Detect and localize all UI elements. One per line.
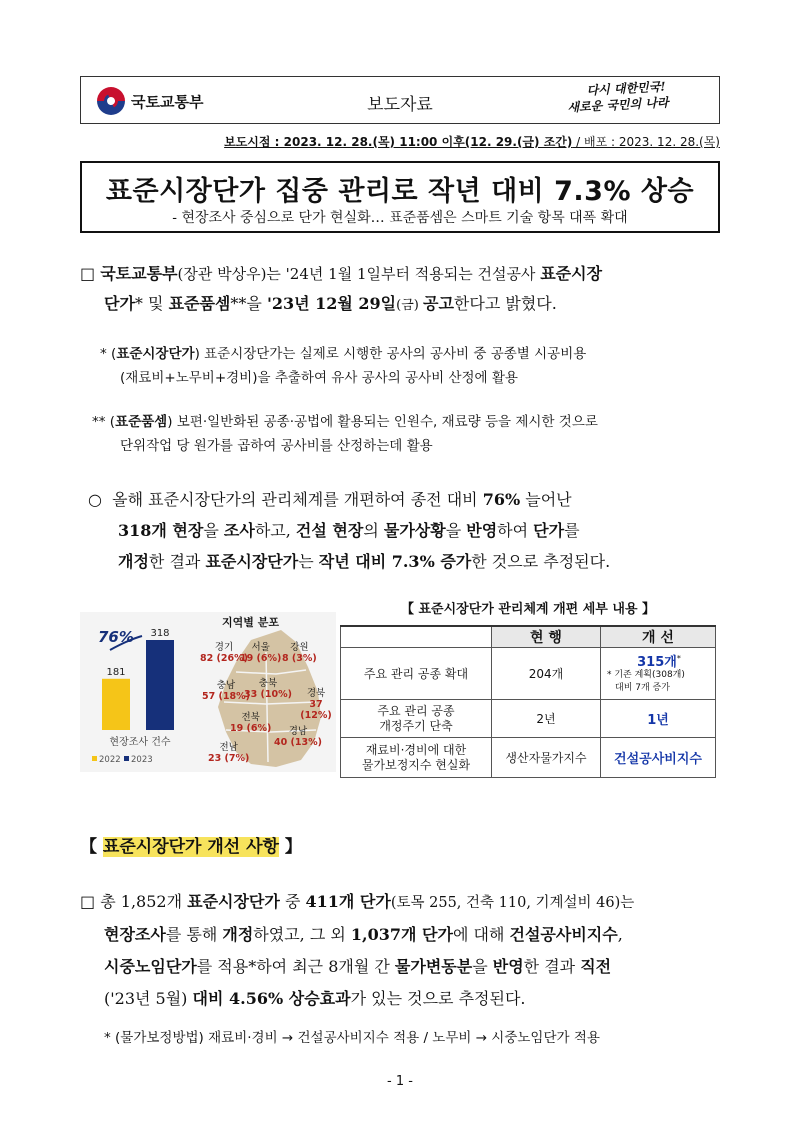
row-item: 주요 관리 공종 확대: [341, 648, 492, 700]
bracket-close: 】: [278, 837, 302, 857]
text: 늘어난: [520, 490, 572, 509]
row-improved: 315개: [637, 655, 677, 670]
doc-type: 보도자료: [367, 95, 433, 115]
regional-distribution-map: [196, 612, 336, 772]
bar-2023: [146, 640, 174, 730]
text: 중: [279, 892, 306, 911]
text: 76%: [482, 490, 521, 509]
text: 반영: [492, 957, 524, 976]
bullet: ○: [88, 490, 102, 509]
improved-sup: *: [676, 654, 681, 663]
text: ,: [617, 925, 623, 944]
slogan: [566, 78, 669, 115]
text: 한 것으로 추정된다.: [471, 552, 611, 571]
region-name: 경기: [214, 642, 234, 653]
note-term: 표준품셈: [115, 414, 168, 430]
text: 한다고 밝혔다.: [453, 294, 557, 313]
text: 의: [363, 521, 384, 540]
paragraph-2-line1: [88, 484, 733, 515]
row-improved-text: 건설공사비지수: [614, 752, 702, 767]
bullet: □: [80, 892, 96, 911]
row-improved: [601, 700, 716, 738]
page-number: - 1 -: [387, 1074, 413, 1089]
row-improved: [601, 738, 716, 778]
region-name: 전북: [241, 712, 260, 723]
site-survey-bar-chart: [80, 612, 200, 772]
chart-annotation: 76%: [98, 628, 134, 646]
map-region: [282, 642, 317, 664]
reform-table: [340, 625, 716, 778]
text: (토목 255, 건축 110, 기계설비 46)는: [390, 895, 635, 911]
footnote-standard-unit-price: * (표준시장단가) 표준시장단가는 실제로 시행한 공사의 공사비 중 공종별 시공비용 (재료비+노무비+경비)을 추출하여 유사 공사의 공사비 산정에 활용: [100, 342, 730, 390]
text: 국토교통부: [100, 264, 178, 283]
bullet: □: [80, 264, 96, 283]
section-heading: [80, 832, 302, 857]
table-row: [341, 700, 716, 738]
paragraph-3-line2: [80, 919, 730, 951]
paragraph-1-line1: [80, 259, 730, 289]
paragraph-2-line3: [88, 546, 733, 577]
text: 을: [472, 957, 493, 976]
text: 표준시장단가: [187, 892, 280, 911]
note-text: (재료비+노무비+경비)을 추출하여 유사 공사의 공사비 산정에 활용: [120, 370, 518, 386]
text: 시중노임단가: [104, 957, 197, 976]
paragraph-1: [80, 259, 730, 321]
row-item: [341, 700, 492, 738]
region-name: 경남: [288, 726, 308, 737]
text: 하였고, 그 외: [253, 925, 351, 944]
text: * 및: [134, 294, 169, 313]
region-name: 충북: [258, 678, 278, 689]
legend-2023: 2023: [131, 755, 153, 765]
section-label: 표준시장단가 개선 사항: [102, 837, 279, 857]
text: 물가상황: [383, 521, 446, 540]
text: 는: [298, 552, 319, 571]
text: 하고,: [254, 521, 296, 540]
text: 318개 현장: [118, 521, 204, 540]
text: 건설공사비지수: [509, 925, 618, 944]
slogan-line1: 다시 대한민국!: [586, 79, 666, 98]
legend-2022: 2022: [99, 755, 121, 765]
text: 가 있는 것으로 추정된다.: [350, 989, 526, 1008]
footnote-price-correction: * (물가보정방법) 재료비·경비 → 건설공사비지수 적용 / 노무비 → 시중노임단가 적용: [104, 1030, 600, 1046]
text: 한 결과: [148, 552, 206, 571]
table-header-current: 현 행: [492, 626, 601, 648]
text: 단가: [104, 294, 135, 313]
text: 물가변동분: [394, 957, 473, 976]
paragraph-3-line3: [80, 951, 730, 983]
paragraph-2-line2: [88, 515, 733, 546]
text: 를 적용*하여 최근 8개월 간: [196, 957, 395, 976]
release-info: [224, 133, 720, 150]
text: 단가: [533, 521, 565, 540]
paragraph-3-line1: [80, 886, 730, 919]
text: 조사: [223, 521, 255, 540]
map-region: [296, 688, 336, 721]
region-value: 8 (3%): [282, 653, 317, 664]
paragraph-3: [80, 886, 730, 1015]
map-region: [208, 742, 249, 764]
row-item-line: 재료비·경비에 대한: [365, 742, 467, 757]
region-value: 19 (6%): [230, 723, 272, 734]
region-name: 경북: [306, 688, 326, 699]
paragraph-1-line2: [80, 289, 730, 321]
text: 대비 4.56% 상승효과: [192, 989, 351, 1008]
text: **을: [230, 294, 267, 313]
row-item-line: 물가보정지수 현실화: [361, 757, 471, 772]
table-row: [341, 738, 716, 778]
table-header-row: [341, 626, 716, 648]
region-name: 서울: [251, 642, 270, 653]
paragraph-2: [88, 484, 733, 577]
reform-table-title: 【 표준시장단가 관리체계 개편 세부 내용 】: [400, 602, 656, 617]
header-box: [80, 76, 720, 124]
text: '23년 12월 29일: [266, 294, 397, 313]
text: 총 1,852개: [100, 892, 188, 911]
note-term: 표준시장단가: [116, 346, 195, 362]
bar-value-2023: 318: [150, 628, 170, 639]
region-value: 19 (6%): [240, 653, 282, 664]
text: 작년 대비 7.3% 증가: [318, 552, 472, 571]
text: 현장조사: [104, 925, 166, 944]
region-value: 33 (10%): [244, 689, 292, 700]
row-item-line: 개정주기 단축: [379, 718, 453, 733]
text: 반영: [466, 521, 498, 540]
note-text: 단위작업 당 원가를 곱하여 공사비를 산정하는데 활용: [120, 438, 433, 454]
row-improved-cell: [601, 648, 716, 700]
legend-swatch-2022: [92, 756, 97, 761]
map-region: [274, 726, 322, 748]
slogan-line2: 새로운 국민의 나라: [567, 95, 669, 115]
row-item-line: 주요 관리 공종: [377, 703, 455, 718]
text: 올해 표준시장단가의 관리체계를 개편하여 종전 대비: [112, 490, 483, 509]
text: 에 대해: [452, 925, 510, 944]
paragraph-3-line4: [80, 983, 730, 1015]
text: (장관 박상우)는 '24년 1월 1일부터 적용되는 건설공사: [177, 265, 541, 283]
text: 411개 단가: [305, 892, 391, 911]
chart-xlabel: 현장조사 건수: [109, 737, 171, 748]
text: 를: [564, 521, 580, 540]
text: 하여: [497, 521, 534, 540]
distribution-time: 배포 : 2023. 12. 28.(목): [584, 135, 720, 149]
row-current: 생산자물가지수: [492, 738, 601, 778]
title-box: [80, 161, 720, 233]
text: 공고: [423, 294, 454, 313]
release-sep: /: [572, 135, 585, 149]
text: (금): [396, 298, 423, 313]
region-name: 강원: [290, 642, 309, 653]
text: 개정: [222, 925, 254, 944]
text: 개정: [118, 552, 149, 571]
text: 을: [203, 521, 224, 540]
ministry-name: 국토교통부: [131, 93, 204, 111]
text: 를 통해: [165, 925, 223, 944]
region-value: 57 (18%): [202, 691, 250, 702]
row-item: [341, 738, 492, 778]
text: 1,037개 단가: [350, 925, 453, 944]
table-header-improved: 개 선: [601, 626, 716, 648]
release-time: 보도시점 : 2023. 12. 28.(목) 11:00 이후(12. 29.(금) 조간): [224, 135, 573, 149]
region-name: 전남: [219, 742, 238, 753]
region-value: 23 (7%): [208, 753, 250, 764]
map-region: [244, 678, 292, 700]
footnote-standard-estimate: ** (표준품셈) 보편·일반화된 공종·공법에 활용되는 인원수, 재료량 등을 제시한 것으로 단위작업 당 원가를 곱하여 공사비를 산정하는데 활용: [92, 410, 732, 458]
row-note: 대비 7개 증가: [615, 683, 670, 693]
region-value: 37 (12%): [300, 699, 332, 721]
bar-value-2022: 181: [106, 666, 126, 678]
note-text: 보편·일반화된 공종·공법에 활용되는 인원수, 재료량 등을 제시한 것으로: [172, 414, 598, 430]
text: 건설 현장: [295, 521, 364, 540]
note-text: 표준시장단가는 실제로 시행한 공사의 공사비 중 공종별 시공비용: [199, 346, 587, 362]
row-note: * 기존 계획(308개): [607, 670, 685, 680]
map-region: [230, 712, 271, 734]
row-current: 2년: [492, 700, 601, 738]
note-mark: **: [92, 414, 106, 430]
row-improved-text: 1년: [647, 713, 669, 728]
text: 한 결과: [523, 957, 581, 976]
text: 표준시장단가: [205, 552, 299, 571]
region-value: 40 (13%): [274, 737, 322, 748]
table-header-empty: [341, 626, 492, 648]
map-region: [240, 642, 281, 664]
page-subtitle: - 현장조사 중심으로 단가 현실화… 표준품셈은 스마트 기술 항목 대폭 확대: [172, 210, 628, 226]
region-value: 82 (26%): [200, 653, 248, 664]
text: 표준시장: [540, 264, 603, 283]
text: 표준품셈: [168, 294, 231, 313]
page-title: 표준시장단가 집중 관리로 작년 대비 7.3% 상승: [105, 176, 695, 207]
map-region: [202, 680, 250, 702]
table-row: [341, 648, 716, 700]
map-title: 지역별 분포: [222, 616, 279, 629]
row-current: 204개: [492, 648, 601, 700]
bracket-open: 【: [80, 837, 103, 857]
legend-swatch-2023: [124, 756, 129, 761]
note-mark: *: [100, 346, 107, 362]
text: 직전: [580, 957, 612, 976]
text: 을: [445, 521, 467, 540]
text: ('23년 5월): [104, 989, 193, 1008]
bar-2022: [102, 679, 130, 730]
region-name: 충남: [216, 680, 236, 691]
